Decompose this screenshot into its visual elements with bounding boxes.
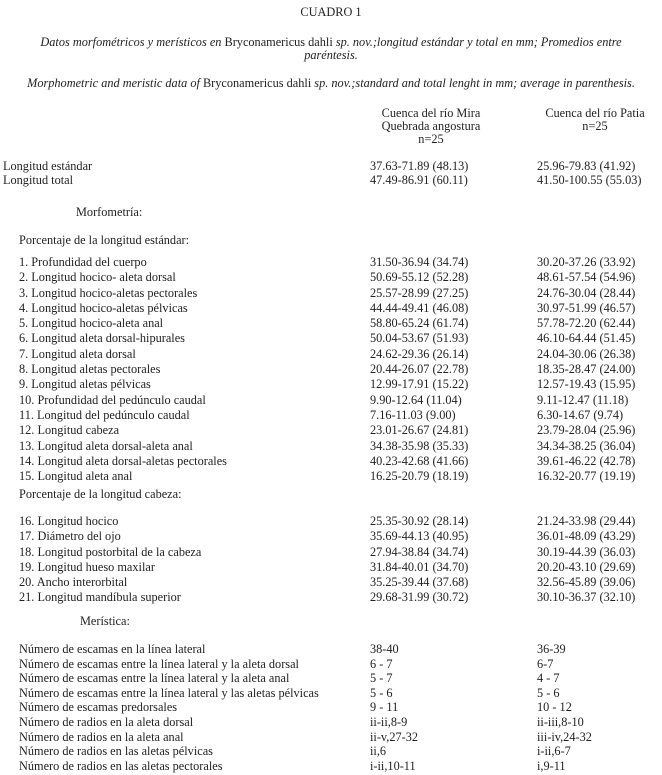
table-row xyxy=(0,672,662,687)
row-value-patia: 57.78-72.20 (62.44) xyxy=(537,316,636,331)
row-label: Número de escamas predorsales xyxy=(19,700,178,715)
caption-es-species: Bryconamericus dahli xyxy=(224,35,333,49)
row-value-mira: 35.25-39.44 (37.68) xyxy=(370,575,469,590)
row-label: 6. Longitud aleta dorsal-hipurales xyxy=(19,331,185,346)
row-value-mira: 37.63-71.89 (48.13) xyxy=(370,159,469,173)
meristica-heading: Merística: xyxy=(80,614,130,628)
row-label: 14. Longitud aleta dorsal-aletas pectorales xyxy=(19,453,227,468)
row-label: Número de radios en la aleta anal xyxy=(19,729,184,744)
table-row xyxy=(0,174,662,188)
row-value-patia: 30.97-51.99 (46.57) xyxy=(537,300,636,315)
row-value-mira: 9 - 11 xyxy=(370,700,399,715)
table-row xyxy=(0,658,662,673)
caption-es-post: sp. nov.;longitud estándar y total en mm; Promedios entre xyxy=(332,35,622,49)
head-length-rows xyxy=(0,515,662,607)
row-value-patia: ii-iii,8-10 xyxy=(537,714,584,729)
row-value-mira: 31.50-36.94 (34.74) xyxy=(370,255,469,269)
row-value-mira: 23.01-26.67 (24.81) xyxy=(370,423,469,438)
table-row xyxy=(0,731,662,746)
row-value-patia: 10 - 12 xyxy=(537,700,572,715)
row-value-mira: 44.44-49.41 (46.08) xyxy=(370,300,469,315)
row-label: 3. Longitud hocico-aletas pectorales xyxy=(19,285,198,300)
caption-en-post: sp. nov.;standard and total lenght in mm; average in parenthesis. xyxy=(311,76,635,90)
table-row xyxy=(0,546,662,561)
row-label: 7. Longitud aleta dorsal xyxy=(19,346,136,361)
row-value-patia: iii-iv,24-32 xyxy=(537,729,592,744)
row-label: 18. Longitud postorbital de la cabeza xyxy=(19,544,202,559)
row-value-patia: 21.24-33.98 (29.44) xyxy=(537,514,636,528)
table-row xyxy=(0,287,662,302)
row-value-patia: 4 - 7 xyxy=(537,671,560,686)
row-value-patia: i,9-11 xyxy=(537,758,566,773)
table-row xyxy=(0,643,662,658)
table-row xyxy=(0,591,662,606)
row-value-patia: 36-39 xyxy=(537,642,566,656)
row-value-patia: 20.20-43.10 (29.69) xyxy=(537,559,636,574)
row-value-patia: 24.76-30.04 (28.44) xyxy=(537,285,636,300)
table-row xyxy=(0,716,662,731)
row-value-patia: i-ii,6-7 xyxy=(537,744,571,759)
row-value-patia: 34.34-38.25 (36.04) xyxy=(537,438,636,453)
caption-en-pre: Morphometric and meristic data of xyxy=(27,76,203,90)
table-row xyxy=(0,302,662,317)
table-row xyxy=(0,271,662,286)
column-header-patia-line2: n=25 xyxy=(582,119,608,133)
table-row xyxy=(0,394,662,409)
table-row xyxy=(0,440,662,455)
column-header-mira xyxy=(372,107,490,146)
row-value-mira: 25.35-30.92 (28.14) xyxy=(370,514,469,528)
standard-length-rows xyxy=(0,256,662,485)
row-label: 19. Longitud hueso maxilar xyxy=(19,559,155,574)
table-row xyxy=(0,409,662,424)
row-label: 8. Longitud aletas pectorales xyxy=(19,362,161,377)
row-label: Número de escamas entre la línea lateral y las aletas pélvicas xyxy=(19,685,319,700)
table-row xyxy=(0,701,662,716)
row-label: Número de escamas en la línea lateral xyxy=(19,642,206,656)
table-row xyxy=(0,561,662,576)
row-value-mira: 34.38-35.98 (35.33) xyxy=(370,438,469,453)
row-value-mira: i-ii,10-11 xyxy=(370,758,416,773)
row-value-patia: 30.10-36.37 (32.10) xyxy=(537,590,636,605)
row-label: Número de radios en la aleta dorsal xyxy=(19,714,194,729)
row-label: 1. Profundidad del cuerpo xyxy=(19,255,147,269)
row-value-patia: 6-7 xyxy=(537,656,554,671)
standard-length-heading: Porcentaje de la longitud estándar: xyxy=(19,233,190,247)
row-value-patia: 24.04-30.06 (26.38) xyxy=(537,346,636,361)
row-value-mira: 31.84-40.01 (34.70) xyxy=(370,559,469,574)
row-value-mira: 5 - 6 xyxy=(370,685,393,700)
row-value-patia: 41.50-100.55 (55.03) xyxy=(537,172,642,187)
row-value-patia: 32.56-45.89 (39.06) xyxy=(537,575,636,590)
row-label: 10. Profundidad del pedúnculo caudal xyxy=(19,392,206,407)
row-value-mira: 35.69-44.13 (40.95) xyxy=(370,529,469,544)
row-value-mira: 16.25-20.79 (18.19) xyxy=(370,469,469,484)
row-label: 11. Longitud del pedúnculo caudal xyxy=(19,407,190,422)
table-row xyxy=(0,455,662,470)
row-value-mira: ii-ii,8-9 xyxy=(370,714,408,729)
row-label: 17. Diámetro del ojo xyxy=(19,529,121,544)
morfometria-heading: Morfometría: xyxy=(76,205,143,219)
table-row xyxy=(0,363,662,378)
row-value-mira: 20.44-26.07 (22.78) xyxy=(370,362,469,377)
table-row xyxy=(0,760,662,775)
row-value-mira: ii-v,27-32 xyxy=(370,729,419,744)
row-value-mira: 50.04-53.67 (51.93) xyxy=(370,331,469,346)
row-label: 13. Longitud aleta dorsal-aleta anal xyxy=(19,438,193,453)
row-value-mira: 7.16-11.03 (9.00) xyxy=(370,407,456,422)
row-value-patia: 30.20-37.26 (33.92) xyxy=(537,255,636,269)
row-value-patia: 25.96-79.83 (41.92) xyxy=(537,159,636,173)
row-value-mira: 50.69-55.12 (52.28) xyxy=(370,270,469,285)
row-value-patia: 48.61-57.54 (54.96) xyxy=(537,270,636,285)
row-label: 5. Longitud hocico-aleta anal xyxy=(19,316,164,331)
row-label: 9. Longitud aletas pélvicas xyxy=(19,377,151,392)
table-row xyxy=(0,256,662,271)
row-value-patia: 12.57-19.43 (15.95) xyxy=(537,377,636,392)
row-label: 15. Longitud aleta anal xyxy=(19,469,133,484)
row-label: Longitud estándar xyxy=(3,159,93,173)
row-label: Longitud total xyxy=(3,172,74,187)
size-rows xyxy=(0,160,662,187)
row-value-mira: 24.62-29.36 (26.14) xyxy=(370,346,469,361)
row-value-mira: 9.90-12.64 (11.04) xyxy=(370,392,462,407)
row-label: Número de radios en las aletas pectorales xyxy=(19,758,223,773)
row-label: 16. Longitud hocico xyxy=(19,514,119,528)
table-row xyxy=(0,317,662,332)
table-row xyxy=(0,470,662,485)
row-label: Número de radios en las aletas pélvicas xyxy=(19,744,213,759)
table-row xyxy=(0,687,662,702)
table-row xyxy=(0,515,662,530)
column-header-mira-line2: Quebrada angostura xyxy=(381,119,481,133)
column-header-patia xyxy=(537,107,653,133)
row-value-patia: 36.01-48.09 (43.29) xyxy=(537,529,636,544)
row-value-mira: 40.23-42.68 (41.66) xyxy=(370,453,469,468)
table-row xyxy=(0,424,662,439)
table-row xyxy=(0,332,662,347)
row-value-patia: 30.19-44.39 (36.03) xyxy=(537,544,636,559)
row-value-patia: 6.30-14.67 (9.74) xyxy=(537,407,624,422)
row-value-mira: 29.68-31.99 (30.72) xyxy=(370,590,469,605)
row-value-mira: 38-40 xyxy=(370,642,399,656)
caption-en-species: Bryconamericus dahli xyxy=(202,76,312,90)
row-value-mira: 5 - 7 xyxy=(370,671,393,686)
head-length-heading: Porcentaje de la longitud cabeza: xyxy=(19,487,182,501)
table-row xyxy=(0,160,662,174)
row-value-mira: 58.80-65.24 (61.74) xyxy=(370,316,469,331)
column-header-patia-line1: Cuenca del río Patia xyxy=(545,106,645,120)
table-row xyxy=(0,576,662,591)
row-value-mira: 12.99-17.91 (15.22) xyxy=(370,377,469,392)
row-value-patia: 23.79-28.04 (25.96) xyxy=(537,423,636,438)
row-label: 21. Longitud mandíbula superior xyxy=(19,590,181,605)
table-row xyxy=(0,745,662,760)
row-value-patia: 5 - 6 xyxy=(537,685,560,700)
row-value-patia: 18.35-28.47 (24.00) xyxy=(537,362,636,377)
table-row xyxy=(0,348,662,363)
row-value-mira: 6 - 7 xyxy=(370,656,393,671)
row-label: 12. Longitud cabeza xyxy=(19,423,120,438)
caption-en xyxy=(0,76,662,91)
row-value-patia: 9.11-12.47 (11.18) xyxy=(537,392,629,407)
row-value-mira: 25.57-28.99 (27.25) xyxy=(370,285,469,300)
table-row xyxy=(0,530,662,545)
row-label: 4. Longitud hocico-aletas pélvicas xyxy=(19,300,188,315)
caption-es-line2: paréntesis. xyxy=(304,48,358,62)
row-label: 20. Ancho interorbital xyxy=(19,575,128,590)
row-label: Número de escamas entre la línea lateral y la aleta anal xyxy=(19,671,290,686)
table-title: CUADRO 1 xyxy=(300,5,362,19)
column-header-mira-line1: Cuenca del río Mira xyxy=(381,106,481,120)
row-value-patia: 46.10-64.44 (51.45) xyxy=(537,331,636,346)
row-label: Número de escamas entre la línea lateral y la aleta dorsal xyxy=(19,656,299,671)
row-value-mira: 27.94-38.84 (34.74) xyxy=(370,544,469,559)
row-label: 2. Longitud hocico- aleta dorsal xyxy=(19,270,176,285)
table-row xyxy=(0,378,662,393)
row-value-patia: 39.61-46.22 (42.78) xyxy=(537,453,636,468)
row-value-mira: 47.49-86.91 (60.11) xyxy=(370,172,468,187)
column-header-mira-line3: n=25 xyxy=(418,132,444,146)
meristic-rows xyxy=(0,643,662,774)
row-value-patia: 16.32-20.77 (19.19) xyxy=(537,469,636,484)
row-value-mira: ii,6 xyxy=(370,744,387,759)
caption-es-pre: Datos morfométricos y merísticos en xyxy=(40,35,225,49)
